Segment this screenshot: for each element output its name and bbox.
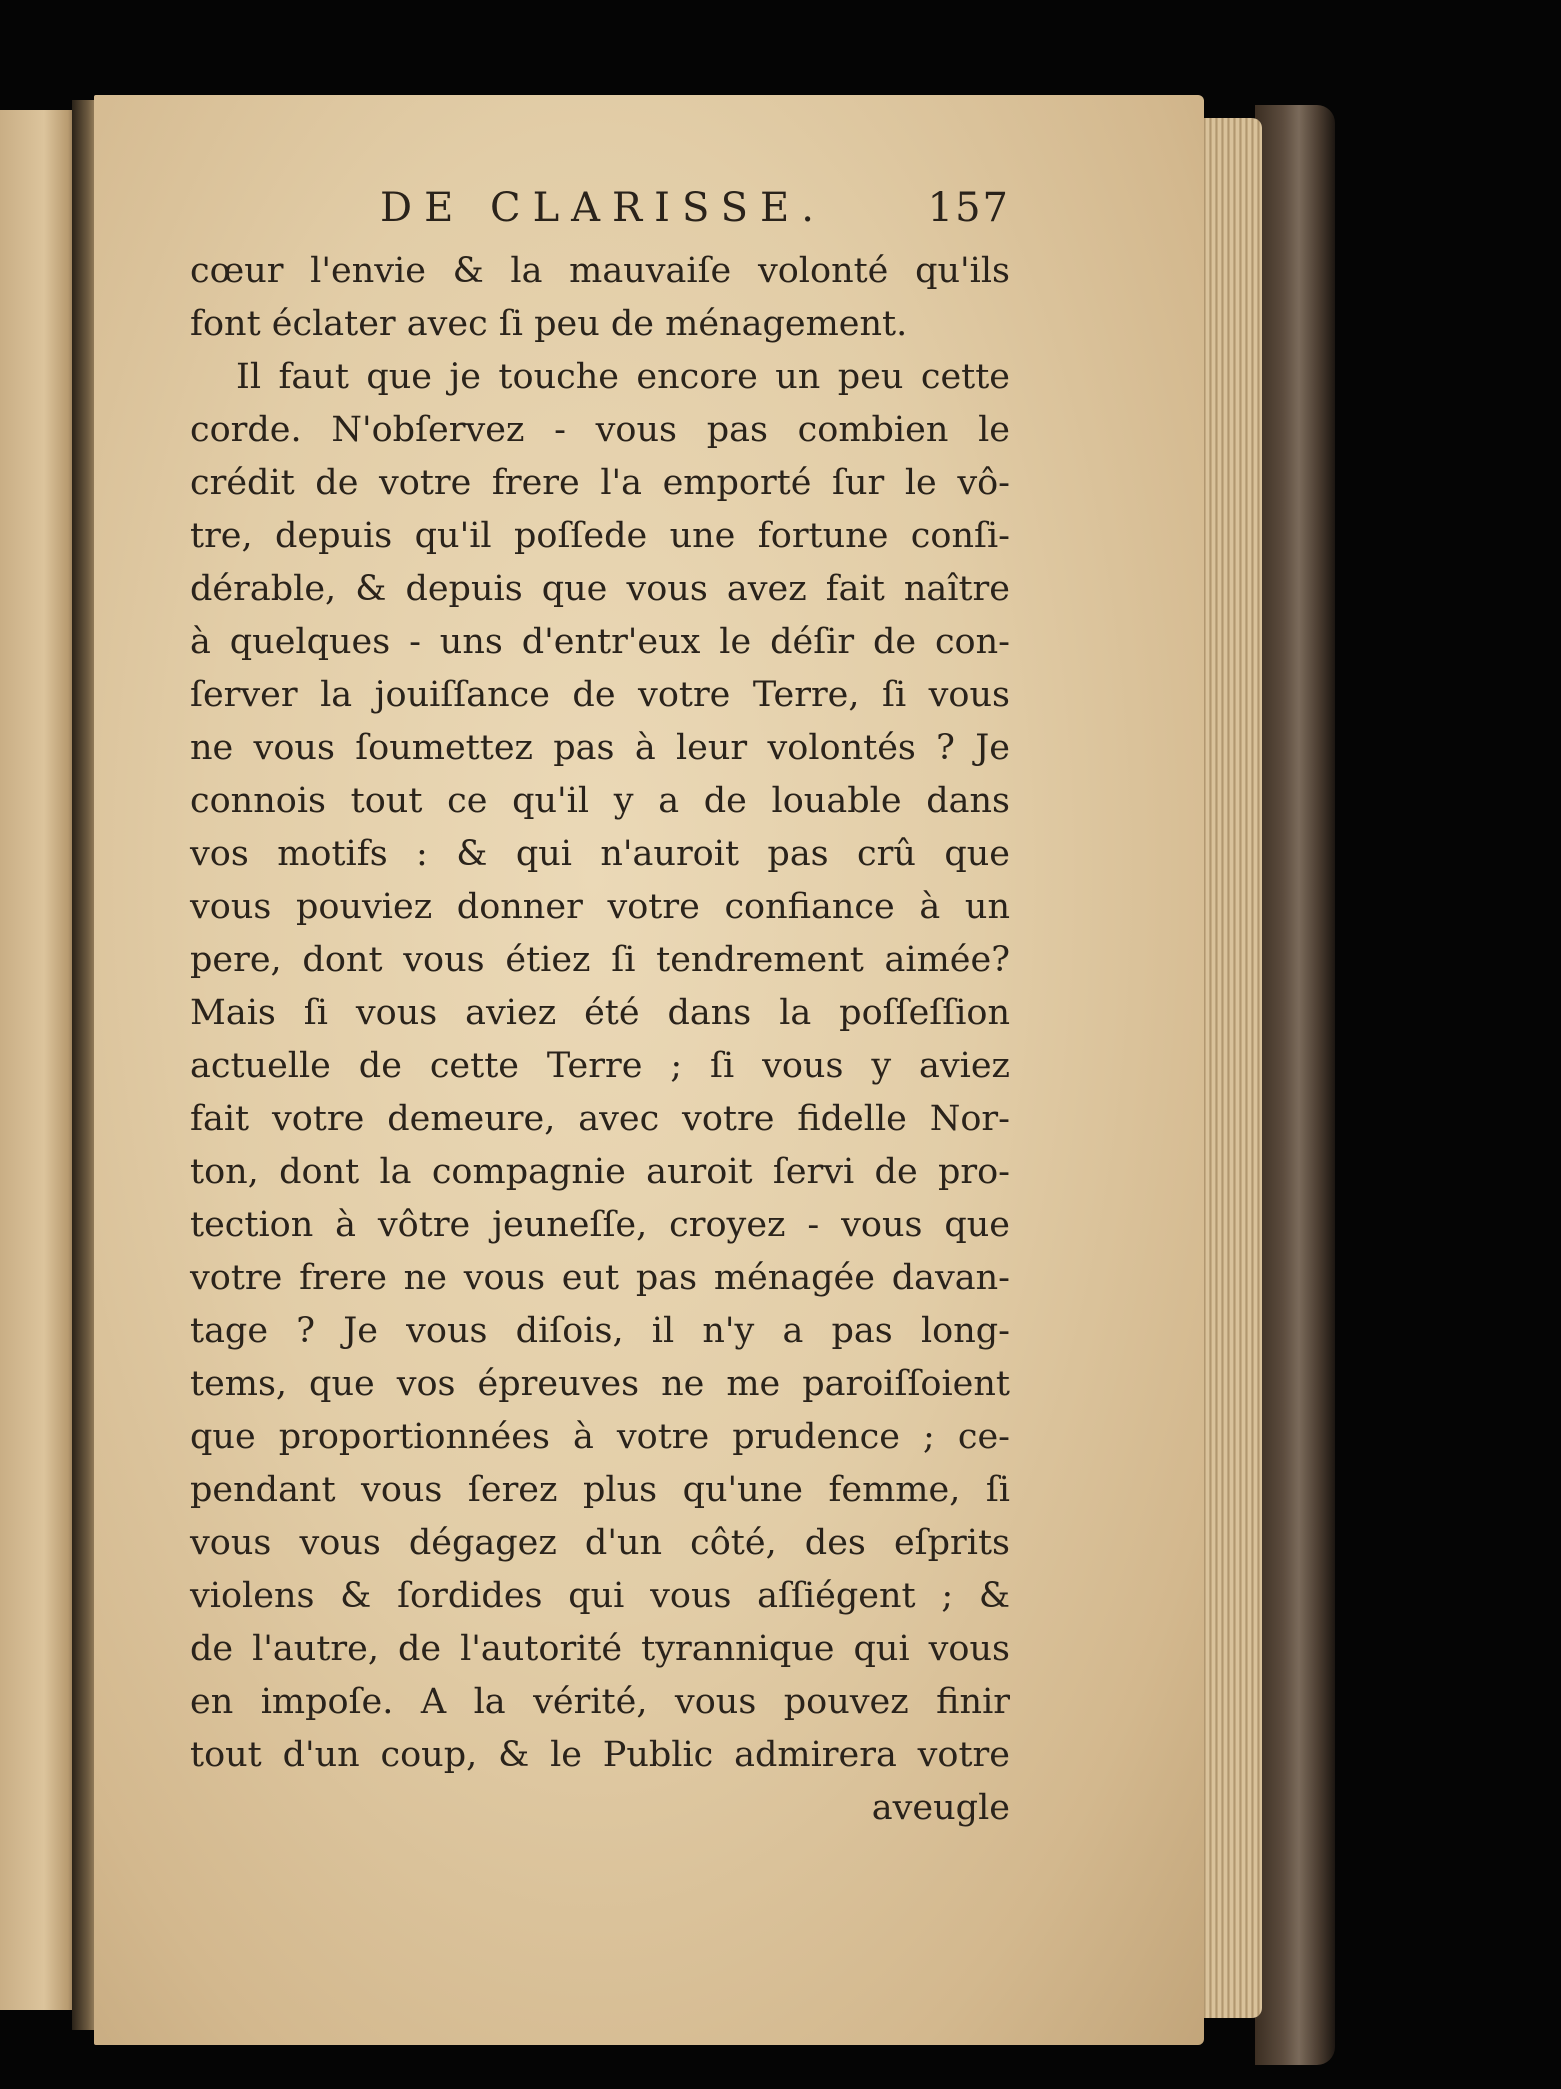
text-line: tection à vôtre jeuneſſe, croyez - vous que <box>190 1205 1010 1245</box>
text-line: votre frere ne vous eut pas ménagée davan- <box>190 1258 1010 1298</box>
text-line: pendant vous ſerez plus qu'une femme, ſi <box>190 1470 1010 1510</box>
page-number: 157 <box>927 185 1010 231</box>
text-line: de l'autre, de l'autorité tyrannique qui vous <box>190 1629 1010 1669</box>
text-line: fait votre demeure, avec votre fidelle Nor- <box>190 1099 1010 1139</box>
page-block-edges <box>1200 118 1262 2018</box>
text-line: vous vous dégagez d'un côté, des eſprits <box>190 1523 1010 1563</box>
text-line: tre, depuis qu'il poſſede une fortune conſi- <box>190 516 1010 556</box>
text-line: à quelques - uns d'entr'eux le déſir de con- <box>190 622 1010 662</box>
text-line: crédit de votre frere l'a emporté ſur le vô- <box>190 463 1010 503</box>
text-line: cœur l'envie & la mauvaiſe volonté qu'ils <box>190 251 1010 291</box>
text-line: en impoſe. A la vérité, vous pouvez finir <box>190 1682 1010 1722</box>
text-line: connois tout ce qu'il y a de louable dans <box>190 781 1010 821</box>
text-line: vos motifs : & qui n'auroit pas crû que <box>190 834 1010 874</box>
text-line: pere, dont vous étiez ſi tendrement aimée? <box>190 940 1010 980</box>
text-line: ſerver la jouiſſance de votre Terre, ſi vous <box>190 675 1010 715</box>
text-line: violens & ſordides qui vous aſſiégent ; & <box>190 1576 1010 1616</box>
text-line: font éclater avec ſi peu de ménagement. <box>190 304 908 344</box>
running-head <box>190 175 1010 245</box>
book-cover-edge <box>1255 105 1335 2065</box>
catchword: aveugle <box>871 1788 1010 1828</box>
text-line: ton, dont la compagnie auroit ſervi de pro- <box>190 1152 1010 1192</box>
text-line: tout d'un coup, & le Public admirera votre <box>190 1735 1010 1775</box>
text-line: actuelle de cette Terre ; ſi vous y aviez <box>190 1046 1010 1086</box>
text-line: corde. N'obſervez - vous pas combien le <box>190 410 1010 450</box>
text-line: Mais ſi vous aviez été dans la poſſeſſion <box>190 993 1010 1033</box>
left-page-edge <box>0 110 80 2010</box>
text-line: dérable, & depuis que vous avez fait naître <box>190 569 1010 609</box>
text-line: que proportionnées à votre prudence ; ce- <box>190 1417 1010 1457</box>
text-line: vous pouviez donner votre confiance à un <box>190 887 1010 927</box>
text-line: ne vous ſoumettez pas à leur volontés ? Je <box>190 728 1010 768</box>
text-line: tage ? Je vous diſois, il n'y a pas long- <box>190 1311 1010 1351</box>
page-text <box>190 175 1010 1835</box>
text-line: Il faut que je touche encore un peu cette <box>236 357 1010 397</box>
text-line: tems, que vos épreuves ne me paroiſſoient <box>190 1364 1010 1404</box>
body-text <box>190 245 1010 1835</box>
running-title: DE CLARISSE. <box>380 185 826 231</box>
